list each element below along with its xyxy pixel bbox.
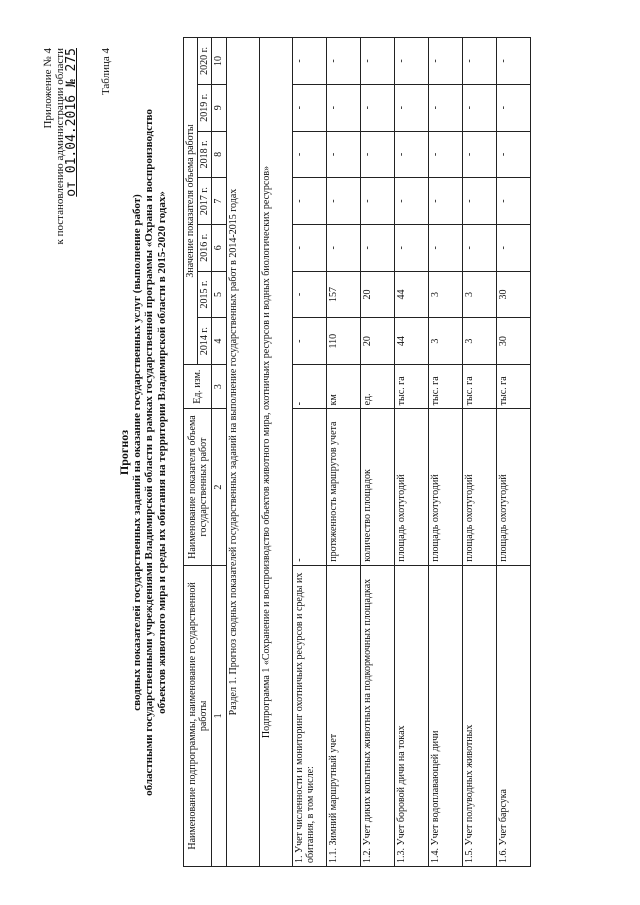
row-name: 1.6. Учет барсука — [497, 565, 531, 866]
row-unit: тыс. га — [463, 364, 497, 408]
row-value: - — [497, 84, 531, 131]
row-value: - — [361, 131, 395, 178]
row-value: - — [497, 131, 531, 178]
row-value: 44 — [395, 318, 429, 365]
row-value: - — [395, 224, 429, 271]
table-number: Таблица 4 — [100, 48, 112, 96]
row-value: - — [293, 131, 327, 178]
table-row — [361, 38, 395, 867]
row-value: - — [497, 178, 531, 225]
title-line-4: объектов животного мира и среды их обитания на территории Владимирской области в 2015-2020 годах» — [155, 191, 168, 714]
row-value: - — [463, 131, 497, 178]
row-name: 1.2. Учет диких копытных животных на подкормочных площадках — [361, 565, 395, 866]
table-row — [293, 38, 327, 867]
column-number: 8 — [212, 131, 227, 178]
row-value: 3 — [429, 318, 463, 365]
column-number: 1 — [212, 565, 227, 866]
row-value: 44 — [395, 271, 429, 318]
column-number: 9 — [212, 84, 227, 131]
subprogram-title: Подпрограмма 1 «Сохранение и воспроизводство объектов животного мира, охотничьих ресурсов и водных биологических ресурсов» — [260, 38, 293, 867]
section-title: Раздел 1. Прогноз сводных показателей государственных заданий на выполнение государственных работ в 2014-2015 годах — [227, 38, 260, 867]
header-values-group: Значение показателя объема работы — [184, 38, 198, 365]
row-value: - — [395, 131, 429, 178]
row-value: - — [361, 178, 395, 225]
row-value: - — [463, 178, 497, 225]
decree-date: от 01.04.2016 № 275 — [64, 48, 79, 197]
row-value: 3 — [429, 271, 463, 318]
row-indicator: площадь охотугодий — [395, 409, 429, 565]
row-value: - — [395, 178, 429, 225]
row-value: - — [327, 84, 361, 131]
header-unit: Ед. изм. — [184, 364, 212, 408]
title-line-1: Прогноз — [117, 429, 131, 476]
row-value: - — [361, 224, 395, 271]
row-value: - — [463, 84, 497, 131]
row-unit: - — [293, 364, 327, 408]
row-value: 30 — [497, 271, 531, 318]
row-name: 1.4. Учет водоплавающей дичи — [429, 565, 463, 866]
row-value: - — [293, 224, 327, 271]
row-name: 1.1. Зимний маршрутный учет — [327, 565, 361, 866]
section-row — [227, 38, 260, 867]
row-value: - — [327, 178, 361, 225]
row-value: - — [361, 38, 395, 85]
row-value: 3 — [463, 271, 497, 318]
row-value: - — [293, 271, 327, 318]
row-value: - — [293, 84, 327, 131]
row-value: - — [497, 224, 531, 271]
row-value: 30 — [497, 318, 531, 365]
table-row — [463, 38, 497, 867]
row-indicator: площадь охотугодий — [463, 409, 497, 565]
table-row — [395, 38, 429, 867]
appendix-header — [42, 48, 78, 245]
row-value: - — [497, 38, 531, 85]
header-year: 2016 г. — [198, 224, 212, 271]
row-value: 20 — [361, 271, 395, 318]
row-value: - — [327, 38, 361, 85]
row-value: - — [293, 318, 327, 365]
row-value: - — [327, 131, 361, 178]
column-number: 3 — [212, 364, 227, 408]
row-value: - — [395, 84, 429, 131]
row-value: - — [293, 178, 327, 225]
column-number: 6 — [212, 224, 227, 271]
column-number: 4 — [212, 318, 227, 365]
header-year: 2018 г. — [198, 131, 212, 178]
title-line-2: сводных показателей государственных заданий на оказание государственных услуг (выполнение работ) — [130, 194, 143, 711]
table-row — [327, 38, 361, 867]
row-value: 157 — [327, 271, 361, 318]
decree-reference: к постановлению администрации области — [54, 48, 66, 245]
row-unit: тыс. га — [497, 364, 531, 408]
row-value: 20 — [361, 318, 395, 365]
row-indicator: количество площадок — [361, 409, 395, 565]
row-value: - — [463, 224, 497, 271]
row-unit: км — [327, 364, 361, 408]
row-indicator: - — [293, 409, 327, 565]
row-value: - — [429, 38, 463, 85]
row-value: - — [395, 38, 429, 85]
title-line-3: областными государственными учреждениями Владимирской области в рамках государственной программы «Охрана и воспроизводство — [143, 109, 155, 796]
row-value: - — [361, 84, 395, 131]
column-number: 10 — [212, 38, 227, 85]
header-year: 2014 г. — [198, 318, 212, 365]
row-value: - — [429, 131, 463, 178]
appendix-number: Приложение № 4 — [42, 48, 54, 129]
row-value: - — [429, 84, 463, 131]
row-value: - — [429, 224, 463, 271]
header-name: Наименование подпрограммы, наименование государственной работы — [184, 565, 212, 866]
table-row — [497, 38, 531, 867]
table-row — [429, 38, 463, 867]
row-unit: тыс. га — [429, 364, 463, 408]
row-value: - — [293, 38, 327, 85]
document-title — [118, 0, 168, 905]
header-year: 2017 г. — [198, 178, 212, 225]
row-unit: ед. — [361, 364, 395, 408]
header-year: 2019 г. — [198, 84, 212, 131]
forecast-table — [183, 37, 531, 867]
row-value: - — [429, 178, 463, 225]
row-indicator: площадь охотугодий — [429, 409, 463, 565]
column-number: 7 — [212, 178, 227, 225]
row-value: - — [327, 224, 361, 271]
row-unit: тыс. га — [395, 364, 429, 408]
column-number: 5 — [212, 271, 227, 318]
row-name: 1.3. Учет боровой дичи на токах — [395, 565, 429, 866]
row-indicator: протяженность маршрутов учета — [327, 409, 361, 565]
row-name: 1. Учет численности и мониторинг охотничьих ресурсов и среды их обитания, в том числе: — [293, 565, 327, 866]
header-year: 2015 г. — [198, 271, 212, 318]
row-value: - — [463, 38, 497, 85]
subprogram-row — [260, 38, 293, 867]
header-indicator: Наименование показателя объема государственных работ — [184, 409, 212, 565]
row-value: 110 — [327, 318, 361, 365]
row-indicator: площадь охотугодий — [497, 409, 531, 565]
column-number-row — [212, 38, 227, 867]
header-year: 2020 г. — [198, 38, 212, 85]
row-value: 3 — [463, 318, 497, 365]
row-name: 1.5. Учет полуводных животных — [463, 565, 497, 866]
column-number: 2 — [212, 409, 227, 565]
